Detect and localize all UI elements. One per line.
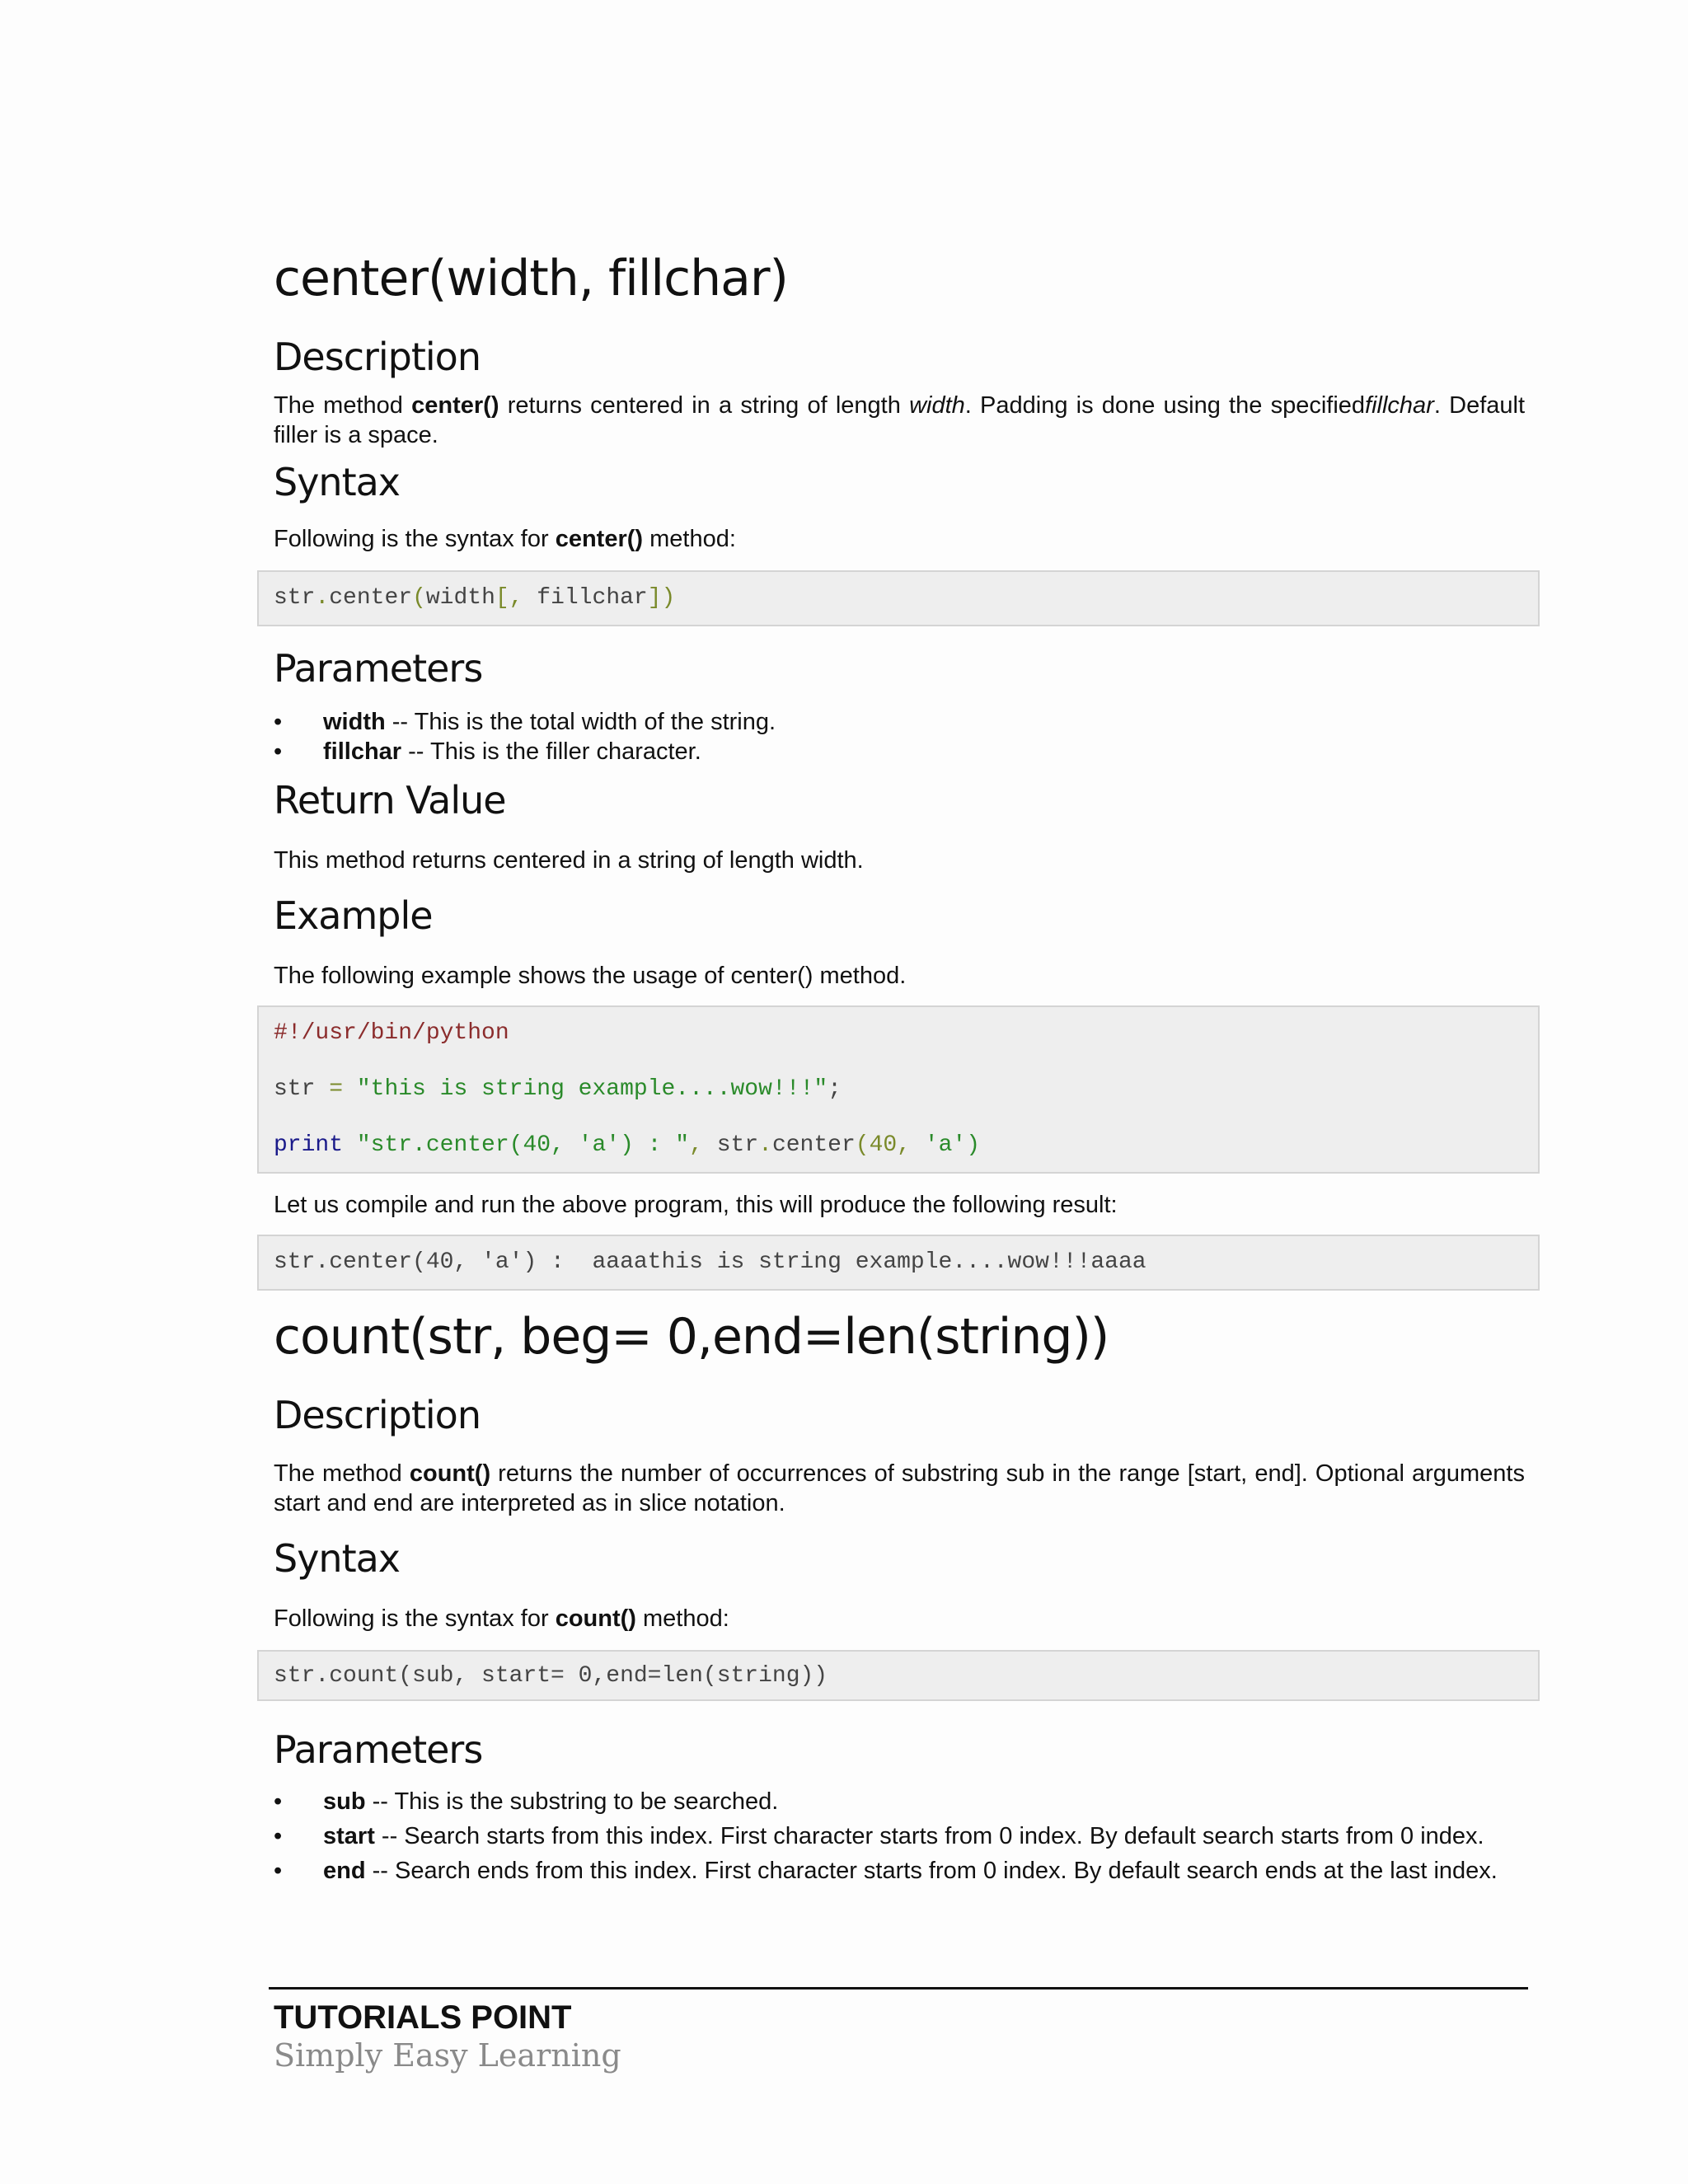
syntax-code-block [257, 1650, 1540, 1701]
code-token: ; [828, 1076, 842, 1102]
footer-divider [269, 1987, 1528, 1990]
param-desc: -- This is the total width of the string. [385, 709, 776, 735]
desc-param-fillchar: fillchar [1365, 392, 1434, 419]
desc-text: returns centered in a string of length [499, 392, 910, 419]
code-token: width [425, 585, 495, 611]
return-value-heading: Return Value [274, 778, 506, 823]
param-name: end [323, 1858, 366, 1884]
param-desc: -- This is the filler character. [401, 738, 701, 765]
desc-text: returns the number of occurrences of substring sub in the range [start, end]. Optional arguments start and end are interpreted as in slice notation. [274, 1460, 1525, 1516]
code-token: fillchar [523, 585, 648, 611]
param-desc: -- This is the substring to be searched. [365, 1788, 779, 1815]
example-intro: The following example shows the usage of center() method. [274, 963, 907, 989]
code-token: ]) [647, 585, 676, 611]
code-token: "this is string example....wow!!!" [343, 1076, 828, 1102]
list-item [274, 1821, 1525, 1851]
desc-param-width: width [909, 392, 965, 419]
parameters-heading: Parameters [274, 646, 483, 691]
code-token: print [274, 1132, 344, 1158]
list-item [274, 737, 1525, 766]
list-item [274, 707, 1525, 737]
parameters-list [274, 1787, 1525, 1886]
param-name: start [323, 1823, 375, 1849]
bullet-icon: • [274, 1858, 283, 1884]
code-token: . [315, 585, 330, 611]
code-token: str [274, 585, 316, 611]
code-token: . [758, 1132, 772, 1158]
list-item [274, 1856, 1525, 1886]
method-title-count: count(str, beg= 0,end=len(string)) [274, 1308, 1109, 1366]
list-item [274, 1787, 1525, 1816]
syntax-code: str.count(sub, start= 0,end=len(string)) [274, 1663, 828, 1689]
param-name: width [323, 709, 386, 735]
syntax-heading: Syntax [274, 1536, 401, 1581]
syntax-method-name: count() [555, 1605, 636, 1632]
syntax-text: method: [643, 526, 736, 552]
desc-text: . Default filler is a space. [274, 392, 1526, 448]
desc-method-name: count() [409, 1460, 491, 1487]
param-name: sub [323, 1788, 366, 1815]
code-token: [, [495, 585, 523, 611]
example-code-block [257, 1005, 1540, 1174]
bullet-icon: • [274, 738, 283, 765]
bullet-icon: • [274, 1823, 283, 1849]
code-token: str [274, 1076, 330, 1102]
syntax-text: Following is the syntax for [274, 526, 556, 552]
method-title-center: center(width, fillchar) [274, 250, 788, 307]
result-code-block [257, 1235, 1540, 1291]
description-paragraph [274, 1459, 1525, 1518]
code-line-shebang: #!/usr/bin/python [274, 1020, 509, 1046]
code-token: center [329, 585, 413, 611]
param-desc: -- Search starts from this index. First character starts from 0 index. By default search starts from 0 index. [374, 1823, 1484, 1849]
return-value-text: This method returns centered in a string of length width. [274, 847, 864, 874]
syntax-code-block [257, 570, 1540, 626]
description-paragraph [274, 391, 1525, 450]
footer-tagline: Simply Easy Learning [274, 2037, 621, 2074]
result-intro: Let us compile and run the above program, this will produce the following result: [274, 1192, 1118, 1218]
code-token: str [702, 1132, 759, 1158]
bullet-icon: • [274, 1788, 283, 1815]
syntax-intro [274, 1604, 1525, 1633]
syntax-method-name: center() [555, 526, 644, 552]
desc-method-name: center() [411, 392, 499, 419]
desc-text: . Padding is done using the specified [964, 392, 1366, 419]
example-heading: Example [274, 893, 433, 938]
syntax-text: Following is the syntax for [274, 1605, 556, 1632]
code-token: , [689, 1132, 703, 1158]
description-heading: Description [274, 1393, 481, 1437]
bullet-icon: • [274, 709, 283, 735]
desc-text: The method [274, 392, 412, 419]
param-desc: -- Search ends from this index. First character starts from 0 index. By default search ends at the last index. [365, 1858, 1498, 1884]
param-name: fillchar [323, 738, 402, 765]
code-token: = [329, 1076, 344, 1102]
code-token: ( [412, 585, 426, 611]
code-line-assign [274, 1076, 842, 1102]
syntax-text: method: [635, 1605, 729, 1632]
syntax-intro [274, 524, 1525, 554]
code-token: 'a') [910, 1132, 980, 1158]
code-token: center [771, 1132, 856, 1158]
code-token: (40, [855, 1132, 911, 1158]
desc-text: The method [274, 1460, 410, 1487]
code-line-print [274, 1132, 980, 1158]
description-heading: Description [274, 335, 481, 379]
result-output: str.center(40, 'a') : aaaathis is string example....wow!!!aaaa [274, 1249, 1146, 1275]
parameters-heading: Parameters [274, 1727, 483, 1772]
parameters-list [274, 707, 1525, 766]
code-token: "str.center(40, 'a') : " [343, 1132, 690, 1158]
footer-brand: TUTORIALS POINT [274, 1999, 572, 2036]
syntax-heading: Syntax [274, 460, 401, 504]
